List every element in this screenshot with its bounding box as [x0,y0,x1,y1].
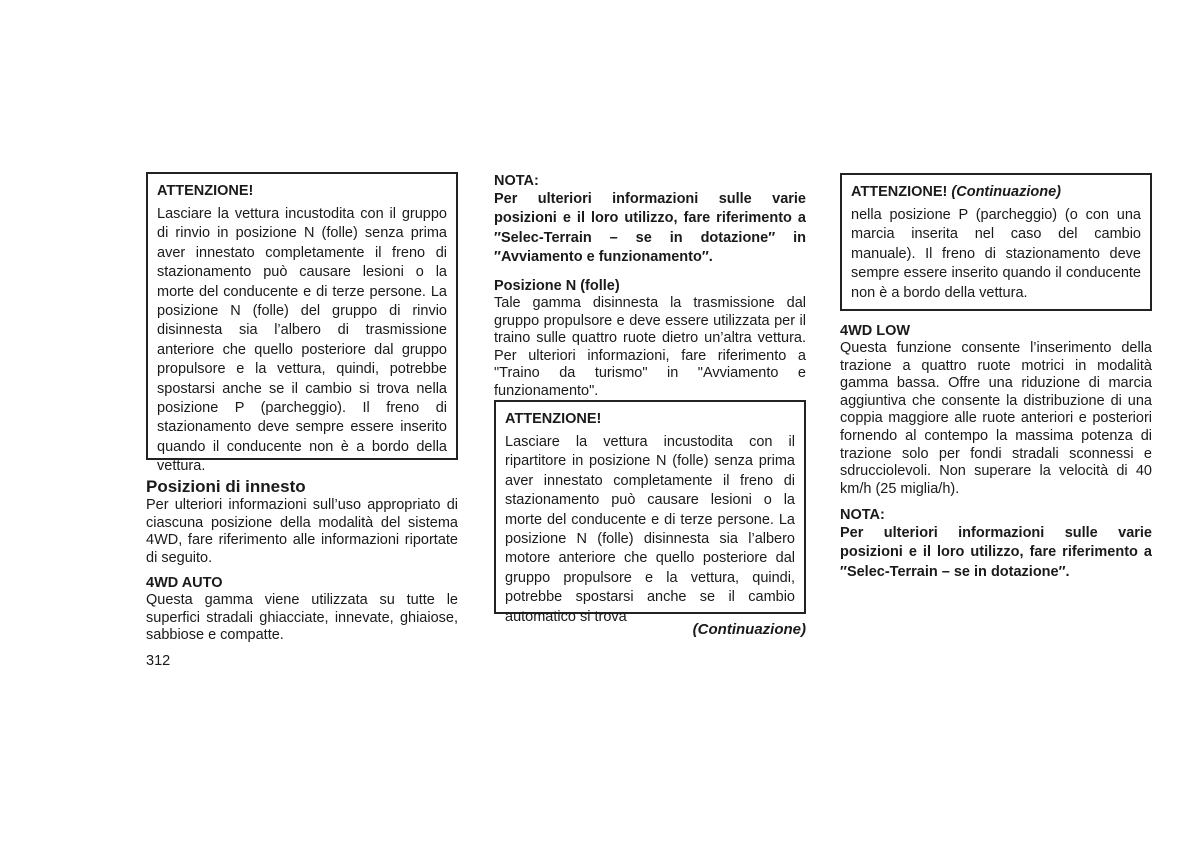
section-4wd-low [840,322,1152,498]
auto-text: Questa gamma viene utilizzata su tutte le superfici stradali ghiacciate, innevate, ghiaiose, sabbiose e compatte. [146,592,458,644]
neutral-text: Tale gamma disinnesta la trasmissione dal gruppo propulsore e deve essere utilizzata per il traino sulle quattro ruote dietro un’altra vettura. Per ulteriori informazioni, fare riferimento a "Traino da turismo" in "Avviamento e funzionamento". [494,295,806,399]
warning-text: Lasciare la vettura incustodita con il gruppo di rinvio in posizione N (folle) senza prima aver innestato completamente il freno di stazionamento può causare lesioni o la morte del conducente e di terze persone. La posizione N (folle) del gruppo di rinvio disinnesta sia l’albero di trasmissione anteriore che quello posteriore dal gruppo propulsore e la vettura, quindi, potrebbe spostarsi anche se il cambio si trova nella posizione P (parcheggio). Il freno di stazionamento deve sempre essere inserito quando il conducente non è a bordo della vettura. [157,206,447,475]
warning-box-continued [840,173,1152,311]
warning-title-text: ATTENZIONE! [851,184,948,200]
warning-continued-label: (Continuazione) [951,184,1061,200]
auto-title: 4WD AUTO [146,575,223,591]
section-positions [146,477,458,567]
section-4wd-auto [146,574,458,645]
warning-title [851,183,1141,201]
note-title: NOTA: [840,507,885,523]
low-text: Questa funzione consente l’inserimento della trazione a quattro ruote motrici in modalità gamma bassa. Offre una riduzione di marcia aggiuntiva che consente la distribuzione di una coppia maggiore alle ruote anteriori e posteriori fornendo al contempo la massima potenza di trazione solo per fondi stradali sconnessi e sdrucciolevoli. Non superare la velocità di 40 km/h (25 miglia/h). [840,340,1152,497]
section-neutral [494,277,806,401]
section-text: Per ulteriori informazioni sull’uso appropriato di ciascuna posizione della modalità del sistema 4WD, fare riferimento alle informazioni riportate di seguito. [146,497,458,566]
page-number: 312 [146,653,171,669]
note-block [494,172,806,267]
note-text: Per ulteriori informazioni sulle varie posizioni e il loro utilizzo, fare riferimento a ″Selec-Terrain – se in dotazione″ in ″Avviamento e funzionamento″. [494,191,806,265]
warning-text: nella posizione P (parcheggio) (o con una marcia inserita nel caso del cambio manuale). Il freno di stazionamento deve sempre essere inserito quando il conducente non è a bordo della vettura. [851,207,1141,301]
low-title: 4WD LOW [840,323,911,339]
warning-title: ATTENZIONE! [157,183,254,199]
warning-text: Lasciare la vettura incustodita con il ripartitore in posizione N (folle) senza prima aver innestato completamente il freno di stazionamento può causare lesioni o la morte del conducente e di terze persone. La posizione N (folle) disinnesta sia l’albero motore anteriore che quello posteriore dal gruppo propulsore e la vettura, quindi, potrebbe spostarsi anche se il cambio automatico si trova [505,434,795,625]
note-block [840,506,1152,582]
section-title: Posizioni di innesto [146,477,306,496]
continued-label: (Continuazione) [692,621,806,638]
note-title: NOTA: [494,173,539,189]
warning-box [146,172,458,475]
neutral-title: Posizione N (folle) [494,278,620,294]
note-text: Per ulteriori informazioni sulle varie posizioni e il loro utilizzo, fare riferimento a ″Selec-Terrain – se in dotazione″. [840,525,1152,580]
warning-title: ATTENZIONE! [505,411,602,427]
warning-box [494,400,806,625]
